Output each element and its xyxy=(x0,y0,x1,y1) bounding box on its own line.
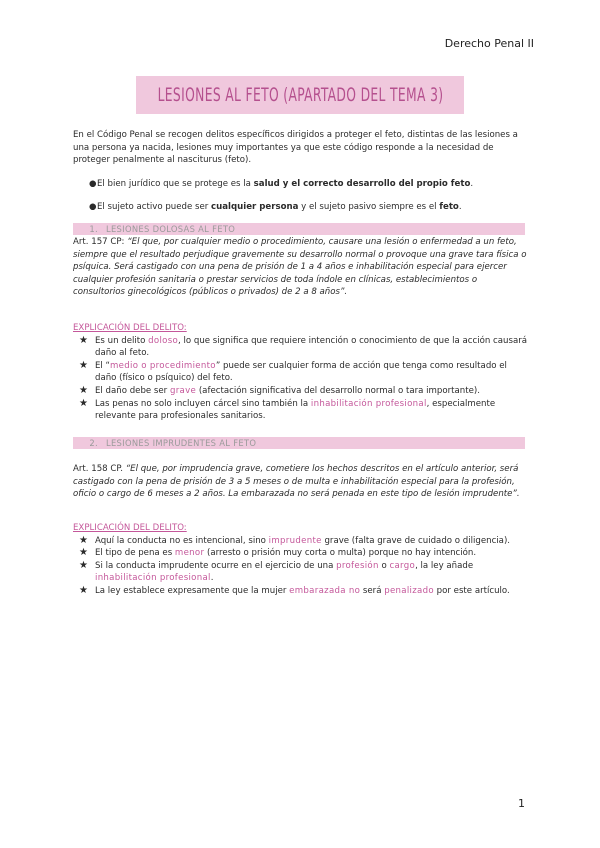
bullet-2-bold-2: feto xyxy=(439,202,459,212)
star-icon: ★ xyxy=(79,334,88,346)
bullet-2-text-c: y el sujeto pasivo siempre es el xyxy=(298,202,440,212)
star-icon: ★ xyxy=(79,384,88,396)
section-1-explanation-title: EXPLICACIÓN DEL DELITO: xyxy=(73,323,187,333)
highlight: profesión xyxy=(336,560,379,571)
list-item: ★ El tipo de pena es menor (arresto o prisión muy corta o multa) porque no hay intención. xyxy=(73,547,529,560)
highlight: grave xyxy=(169,385,197,396)
section-1-heading xyxy=(73,223,525,235)
bullet-2-text-e: . xyxy=(458,202,462,212)
section-2-title: LESIONES IMPRUDENTES AL FETO xyxy=(106,438,257,448)
highlight: penalizado xyxy=(384,585,434,596)
highlight: inhabilitación profesional xyxy=(310,398,427,409)
highlight: embarazada no xyxy=(289,585,361,596)
list-item: ★ Las penas no solo incluyen cárcel sino también la inhabilitación profesional, especialmente relevante para profesionales sanitarios. xyxy=(73,398,529,423)
section-2-explanation xyxy=(73,522,529,598)
list-item: ★ Aquí la conducta no es intencional, sino imprudente grave (falta grave de cuidado o diligencia). xyxy=(73,535,529,548)
star-icon: ★ xyxy=(79,559,88,571)
page-number: 1 xyxy=(518,797,525,810)
bullet-1 xyxy=(73,178,529,191)
star-icon: ★ xyxy=(79,547,88,559)
highlight: cargo xyxy=(389,560,416,571)
section-2-heading xyxy=(73,437,525,449)
article-157-label: Art. 157 CP: xyxy=(73,237,128,247)
bullet-1-text-a: El bien jurídico que se protege es la xyxy=(97,179,254,189)
section-1-number: 1. xyxy=(89,224,98,234)
highlight: menor xyxy=(174,548,205,559)
list-item: ★ La ley establece expresamente que la mujer embarazada no será penalizado por este artículo. xyxy=(73,585,529,598)
list-item: ★ Es un delito doloso, lo que significa que requiere intención o conocimiento de que la acción causará daño al feto. xyxy=(73,335,529,360)
article-158 xyxy=(73,463,529,501)
bullet-2-bold: cualquier persona xyxy=(211,202,299,212)
list-item: ★ El “medio o procedimiento” puede ser cualquier forma de acción que tenga como resultado el daño (físico o psíquico) del feto. xyxy=(73,360,529,385)
bullet-dot-icon: ● xyxy=(89,179,97,189)
article-158-label: Art. 158 CP. xyxy=(73,464,126,474)
intro-paragraph xyxy=(73,129,529,167)
star-icon: ★ xyxy=(79,534,88,546)
highlight: inhabilitación profesional xyxy=(95,573,211,584)
intro-text: En el Código Penal se recogen delitos específicos dirigidos a proteger el feto, distintas de las lesiones a una persona ya nacida, lesiones muy importantes ya que este código responde a la necesidad de proteger penalmente al nasciturus (feto). xyxy=(73,130,518,166)
bullet-dot-icon: ● xyxy=(89,202,97,212)
bullet-1-text-c: . xyxy=(470,179,474,189)
section-1-explanation xyxy=(73,322,529,423)
section-2-explanation-title: EXPLICACIÓN DEL DELITO: xyxy=(73,523,187,533)
bullet-2 xyxy=(73,201,529,214)
article-158-text: “El que, por imprudencia grave, cometiere los hechos descritos en el artículo anterior, será castigado con la pena de prisión de 3 a 5 meses o de multa e inhabilitación especial para la profesión, oficio o cargo de 6 meses a 2 años. La embarazada no será penada en este tipo de lesión imprudente”. xyxy=(73,464,520,500)
star-icon: ★ xyxy=(79,584,88,596)
highlight: medio o procedimiento xyxy=(110,360,216,371)
section-1-title: LESIONES DOLOSAS AL FETO xyxy=(106,224,236,234)
article-157-text: “El que, por cualquier medio o procedimiento, causare una lesión o enfermedad a un feto, siempre que el resultado perjudique gravemente su desarrollo normal o provoque una grave tara física o psíquica. Será castigado con una pena de prisión de 1 a 4 años e inhabilitación especial para ejercer cualquier profesión sanitaria o prestar servicios de toda índole en clínicas, establecimientos o consultorios ginecológicos (públicos o privados) de 2 a 8 años”. xyxy=(73,237,527,298)
bullet-2-text-a: El sujeto activo puede ser xyxy=(97,202,212,212)
title-banner xyxy=(136,76,464,114)
course-header: Derecho Penal II xyxy=(444,37,534,50)
list-item: ★ Si la conducta imprudente ocurre en el ejercicio de una profesión o cargo, la ley añade inhabilitación profesional. xyxy=(73,560,529,585)
list-item: ★ El daño debe ser grave (afectación significativa del desarrollo normal o tara importante). xyxy=(73,385,529,398)
section-2-number: 2. xyxy=(89,438,98,448)
star-icon: ★ xyxy=(79,359,88,371)
highlight: imprudente xyxy=(268,535,322,546)
highlight: doloso xyxy=(148,335,179,346)
bullet-1-bold: salud y el correcto desarrollo del propio feto xyxy=(253,179,471,189)
page-title: LESIONES AL FETO (APARTADO DEL TEMA 3) xyxy=(157,84,443,106)
article-157 xyxy=(73,236,529,299)
star-icon: ★ xyxy=(79,397,88,409)
